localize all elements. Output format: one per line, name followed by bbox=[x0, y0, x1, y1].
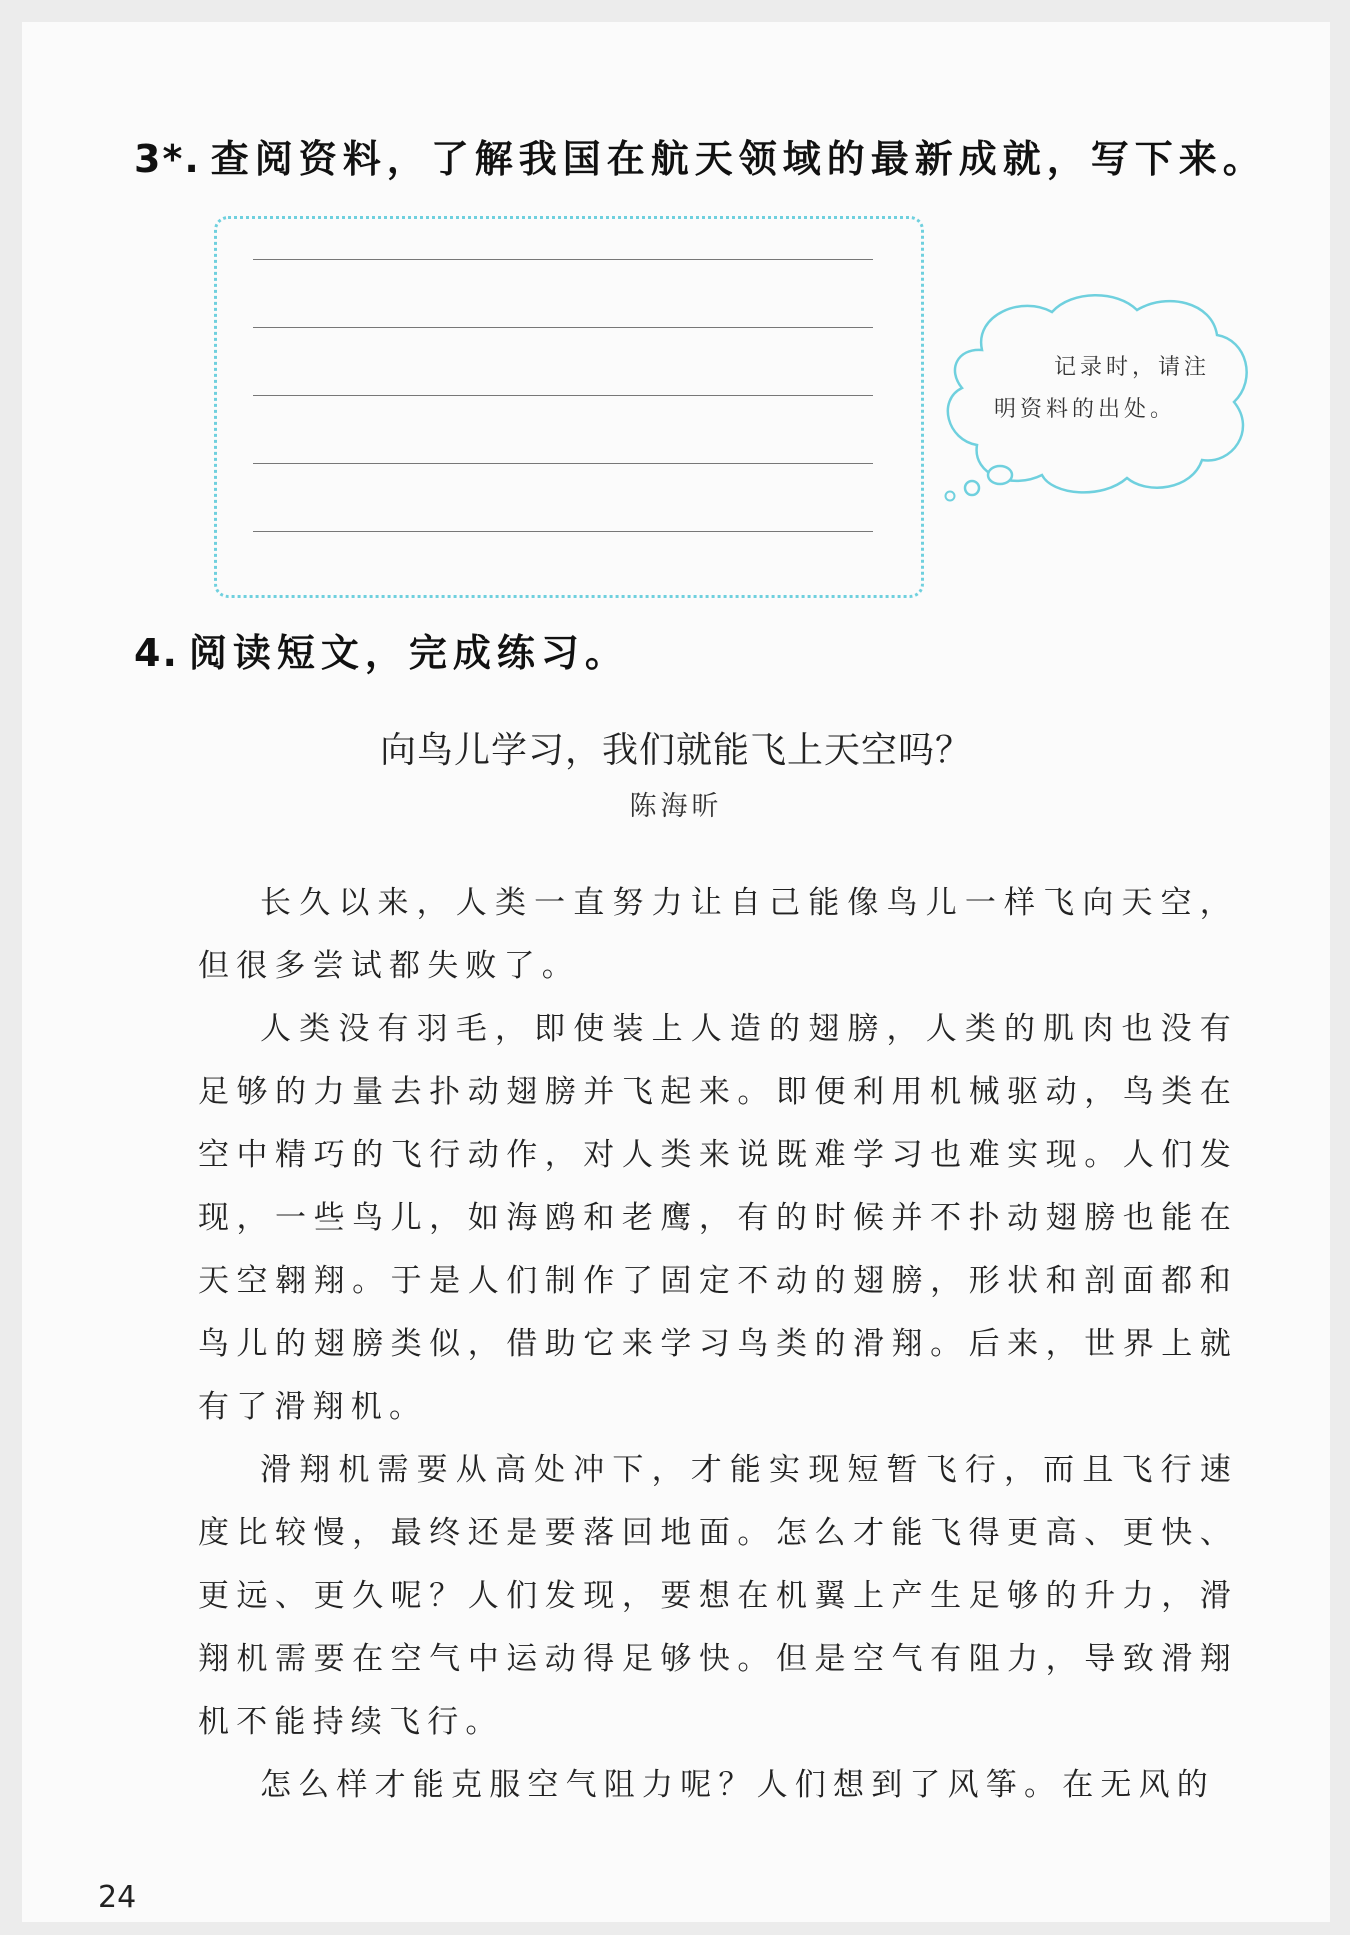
article-paragraph: 怎么样才能克服空气阻力呢？人们想到了风筝。在无风的 bbox=[260, 1767, 1215, 1803]
article-body bbox=[198, 872, 1238, 1817]
article-author: 陈海昕 bbox=[629, 791, 723, 822]
tip-line-2: 明资料的出处。 bbox=[994, 397, 1177, 422]
answer-line[interactable] bbox=[253, 395, 873, 396]
article-paragraph: 长久以来，人类一直努力让自己能像鸟儿一样飞向天空，但很多尝试都失败了。 bbox=[198, 885, 1238, 984]
tip-bubble-text bbox=[994, 347, 1254, 431]
question-3-number: 3*. bbox=[134, 137, 201, 181]
article-title: 向鸟儿学习，我们就能飞上天空吗？ bbox=[379, 730, 972, 771]
question-4-prompt: 阅读短文，完成练习。 bbox=[188, 631, 629, 675]
question-3-prompt: 查阅资料，了解我国在航天领域的最新成就，写下来。 bbox=[210, 137, 1267, 181]
question-3-heading bbox=[134, 128, 1267, 183]
page-number: 24 bbox=[98, 1880, 137, 1915]
answer-line[interactable] bbox=[253, 463, 873, 464]
answer-line[interactable] bbox=[253, 259, 873, 260]
question-4-number: 4. bbox=[134, 631, 179, 675]
question-4-heading bbox=[134, 622, 629, 677]
article-paragraph: 滑翔机需要从高处冲下，才能实现短暂飞行，而且飞行速度比较慢，最终还是要落回地面。怎么才能飞得更高、更快、更远、更久呢？人们发现，要想在机翼上产生足够的升力，滑翔机需要在空气中运动得足够快。但是空气有阻力，导致滑翔机不能持续飞行。 bbox=[198, 1452, 1238, 1740]
answer-line[interactable] bbox=[253, 327, 873, 328]
answer-line[interactable] bbox=[253, 531, 873, 532]
answer-writing-box[interactable] bbox=[214, 216, 924, 598]
workbook-page bbox=[22, 22, 1330, 1922]
tip-line-1: 记录时，请注 bbox=[1054, 355, 1211, 380]
article-paragraph: 人类没有羽毛，即使装上人造的翅膀，人类的肌肉也没有足够的力量去扑动翅膀并飞起来。即便利用机械驱动，鸟类在空中精巧的飞行动作，对人类来说既难学习也难实现。人们发现，一些鸟儿，如海鸥和老鹰，有的时候并不扑动翅膀也能在天空翱翔。于是人们制作了固定不动的翅膀，形状和剖面都和鸟儿的翅膀类似，借助它来学习鸟类的滑翔。后来，世界上就有了滑翔机。 bbox=[198, 1011, 1238, 1425]
